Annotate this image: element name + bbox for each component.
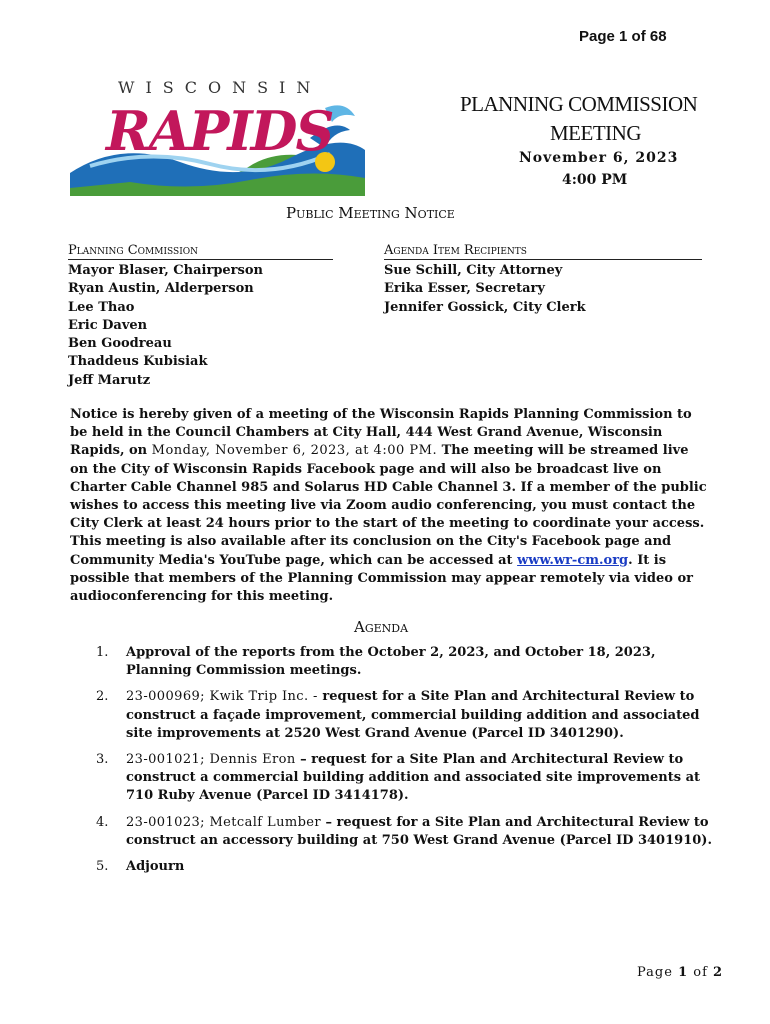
recipient: Jennifer Gossick, City Clerk [384, 299, 586, 315]
agenda-item-text: Approval of the reports from the October 2, 2023, and October 18, 2023, Planning Commission meetings. [126, 645, 656, 679]
meeting-notice-paragraph [70, 406, 710, 606]
commission-member: Mayor Blaser, Chairperson [68, 263, 263, 278]
logo-main-word: RAPIDS [106, 99, 333, 163]
meeting-time: 4:00 PM [562, 172, 628, 188]
agenda-item-prefix: 23-001023; Metcalf Lumber [126, 814, 326, 830]
footer-label: Page [637, 965, 679, 980]
agenda-item-text: – request for a Site Plan and Architectural Review to construct an accessory building at 750 West Grand Avenue (Parcel ID 3401910). [126, 814, 712, 848]
recipient: Sue Schill, City Attorney [384, 263, 563, 278]
footer-page: 1 [678, 965, 689, 980]
meeting-title-line2: MEETING [550, 121, 641, 145]
planning-commission-heading: Planning Commission [68, 243, 333, 260]
agenda-item-text: Adjourn [126, 859, 185, 875]
notice-text-part1: Notice is hereby given of a meeting of the Wisconsin Rapids Planning Commission to be held in the Council Chambers at City Hall, 444 West Grand Avenue, Wisconsin Rapids, on [70, 407, 692, 459]
agenda-item-number: 3. [96, 752, 109, 768]
meeting-title-line1: PLANNING COMMISSION [460, 92, 698, 116]
notice-text-part2: The meeting will be streamed live on the City of Wisconsin Rapids Facebook page and will also be broadcast live on Charter Cable Channel 985 and Solarus HD Cable Channel 3. If a member of the public wishes to access this meeting live via Zoom audio conferencing, you must contact the City Clerk at least 24 hours prior to the start of the meeting to coordinate your access. This meeting is also available after its conclusion on the City's Facebook page and Community Media's YouTube page, which can be accessed at [70, 443, 707, 568]
agenda-item-prefix: 23-000969; Kwik Trip Inc. - [126, 689, 323, 705]
agenda-item [96, 751, 716, 806]
commission-member: Ben Goodreau [68, 336, 172, 352]
commission-member: Jeff Marutz [68, 372, 151, 388]
planning-commission-list [68, 243, 333, 390]
footer-total: 2 [713, 965, 724, 980]
agenda-item-text: request for a Site Plan and Architectural Review to construct a façade improvement, commercial building addition and associated site improvements at 2520 West Grand Avenue (Parcel ID 3401290). [126, 689, 700, 741]
meeting-date: November 6, 2023 [519, 150, 679, 166]
agenda-item [96, 644, 716, 680]
commission-member: Thaddeus Kubisiak [68, 354, 208, 370]
agenda-item-number: 5. [96, 859, 109, 875]
agenda-item [96, 688, 716, 743]
agenda-recipients-heading: Agenda Item Recipients [384, 243, 702, 260]
agenda-item-number: 4. [96, 814, 109, 830]
agenda-list [96, 644, 716, 884]
notice-text-part3: . It is possible that members of the Planning Commission may appear remotely via video or audioconferencing for this meeting. [70, 552, 693, 605]
commission-member: Eric Daven [68, 317, 148, 333]
page-footer [637, 965, 723, 980]
commission-member: Ryan Austin, Alderperson [68, 281, 254, 297]
agenda-item [96, 814, 716, 850]
wisconsin-rapids-logo [70, 78, 365, 196]
agenda-item-text: – request for a Site Plan and Architectural Review to construct a commercial building addition and associated site improvements at 710 Ruby Avenue (Parcel ID 3414178). [126, 752, 700, 804]
agenda-item-prefix: 23-001021; Dennis Eron [126, 752, 301, 768]
agenda-item-number: 1. [96, 645, 109, 660]
agenda-item-number: 2. [96, 689, 109, 705]
logo-top-word: WISCONSIN [118, 78, 322, 97]
agenda-recipients-list [384, 243, 702, 317]
footer-of: of [688, 965, 714, 980]
wr-cm-link[interactable]: www.wr-cm.org [517, 552, 629, 568]
public-meeting-notice-heading: Public Meeting Notice [286, 204, 455, 222]
notice-datetime: Monday, November 6, 2023, at 4:00 PM. [151, 443, 438, 459]
commission-member: Lee Thao [68, 299, 135, 315]
recipient: Erika Esser, Secretary [384, 281, 545, 297]
document-page-counter: Page 1 of 68 [579, 28, 667, 45]
agenda-item [96, 858, 716, 876]
agenda-heading: Agenda [354, 618, 409, 636]
